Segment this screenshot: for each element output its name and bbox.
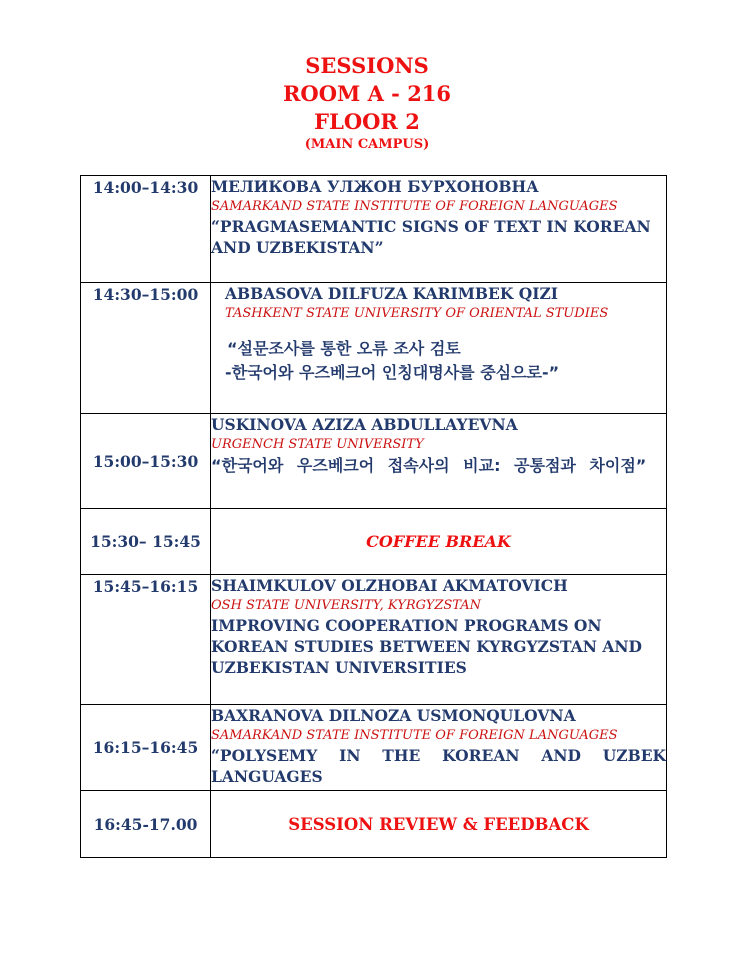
header-floor: FLOOR 2 [314, 109, 420, 134]
session-details [211, 283, 667, 414]
speaker-name: ABBASOVA DILFUZA KARIMBEK QIZI [225, 284, 559, 303]
header-sessions: SESSIONS [305, 53, 429, 78]
session-row-3 [81, 414, 667, 509]
session-time: 14:30–15:00 [81, 283, 211, 414]
session-details [211, 575, 667, 705]
speaker-name: USKINOVA AZIZA ABDULLAYEVNA [211, 415, 518, 434]
session-details [211, 414, 667, 509]
session-details [211, 176, 667, 283]
session-row-2 [81, 283, 667, 414]
talk-title: “POLYSEMY IN THE KOREAN AND UZBEK LANGUAGES [211, 746, 666, 786]
speaker-name: SHAIMKULOV OLZHOBAI AKMATOVICH [211, 576, 568, 595]
speaker-institution: SAMARKAND STATE INSTITUTE OF FOREIGN LANGUAGES [211, 728, 618, 743]
session-row-5 [81, 705, 667, 791]
speaker-institution: OSH STATE UNIVERSITY, KYRGYZSTAN [211, 598, 482, 613]
session-review-label: SESSION REVIEW & FEEDBACK [211, 791, 667, 858]
session-details [211, 705, 667, 791]
session-row-4 [81, 575, 667, 705]
session-time: 16:45-17.00 [81, 791, 211, 858]
speaker-name: BAXRANOVA DILNOZA USMONQULOVNA [211, 706, 576, 725]
session-time: 15:00–15:30 [81, 414, 211, 509]
session-row-break [81, 509, 667, 575]
header-campus: (MAIN CAMPUS) [304, 137, 430, 152]
session-time: 16:15–16:45 [81, 705, 211, 791]
speaker-name: МЕЛИКОВА УЛЖОН БУРХОНОВНА [211, 177, 539, 196]
talk-title-line1: “설문조사를 통한 오류 조사 검토 [227, 339, 461, 358]
talk-title: IMPROVING COOPERATION PROGRAMS ON KOREAN STUDIES BETWEEN KYRGYZSTAN AND UZBEKISTAN UNIVERSITIES [211, 616, 642, 677]
coffee-break-label: COFFEE BREAK [211, 509, 667, 575]
talk-title-line2: -한국어와 우즈베크어 인칭대명사를 중심으로-” [225, 363, 560, 382]
session-row-1 [81, 176, 667, 283]
speaker-institution: URGENCH STATE UNIVERSITY [211, 437, 424, 452]
header-room: ROOM A - 216 [282, 81, 452, 106]
session-time: 15:30– 15:45 [81, 509, 211, 575]
speaker-institution: SAMARKAND STATE INSTITUTE OF FOREIGN LANGUAGES [211, 199, 618, 214]
talk-title: “PRAGMASEMANTIC SIGNS OF TEXT IN KOREAN AND UZBEKISTAN” [211, 217, 651, 257]
session-time: 14:00–14:30 [81, 176, 211, 283]
schedule-table [80, 175, 667, 858]
speaker-institution: TASHKENT STATE UNIVERSITY OF ORIENTAL STUDIES [225, 306, 609, 321]
talk-title: “한국어와 우즈베크어 접속사의 비교: 공통점과 차이점” [211, 456, 647, 475]
session-row-review [81, 791, 667, 858]
session-time: 15:45–16:15 [81, 575, 211, 705]
